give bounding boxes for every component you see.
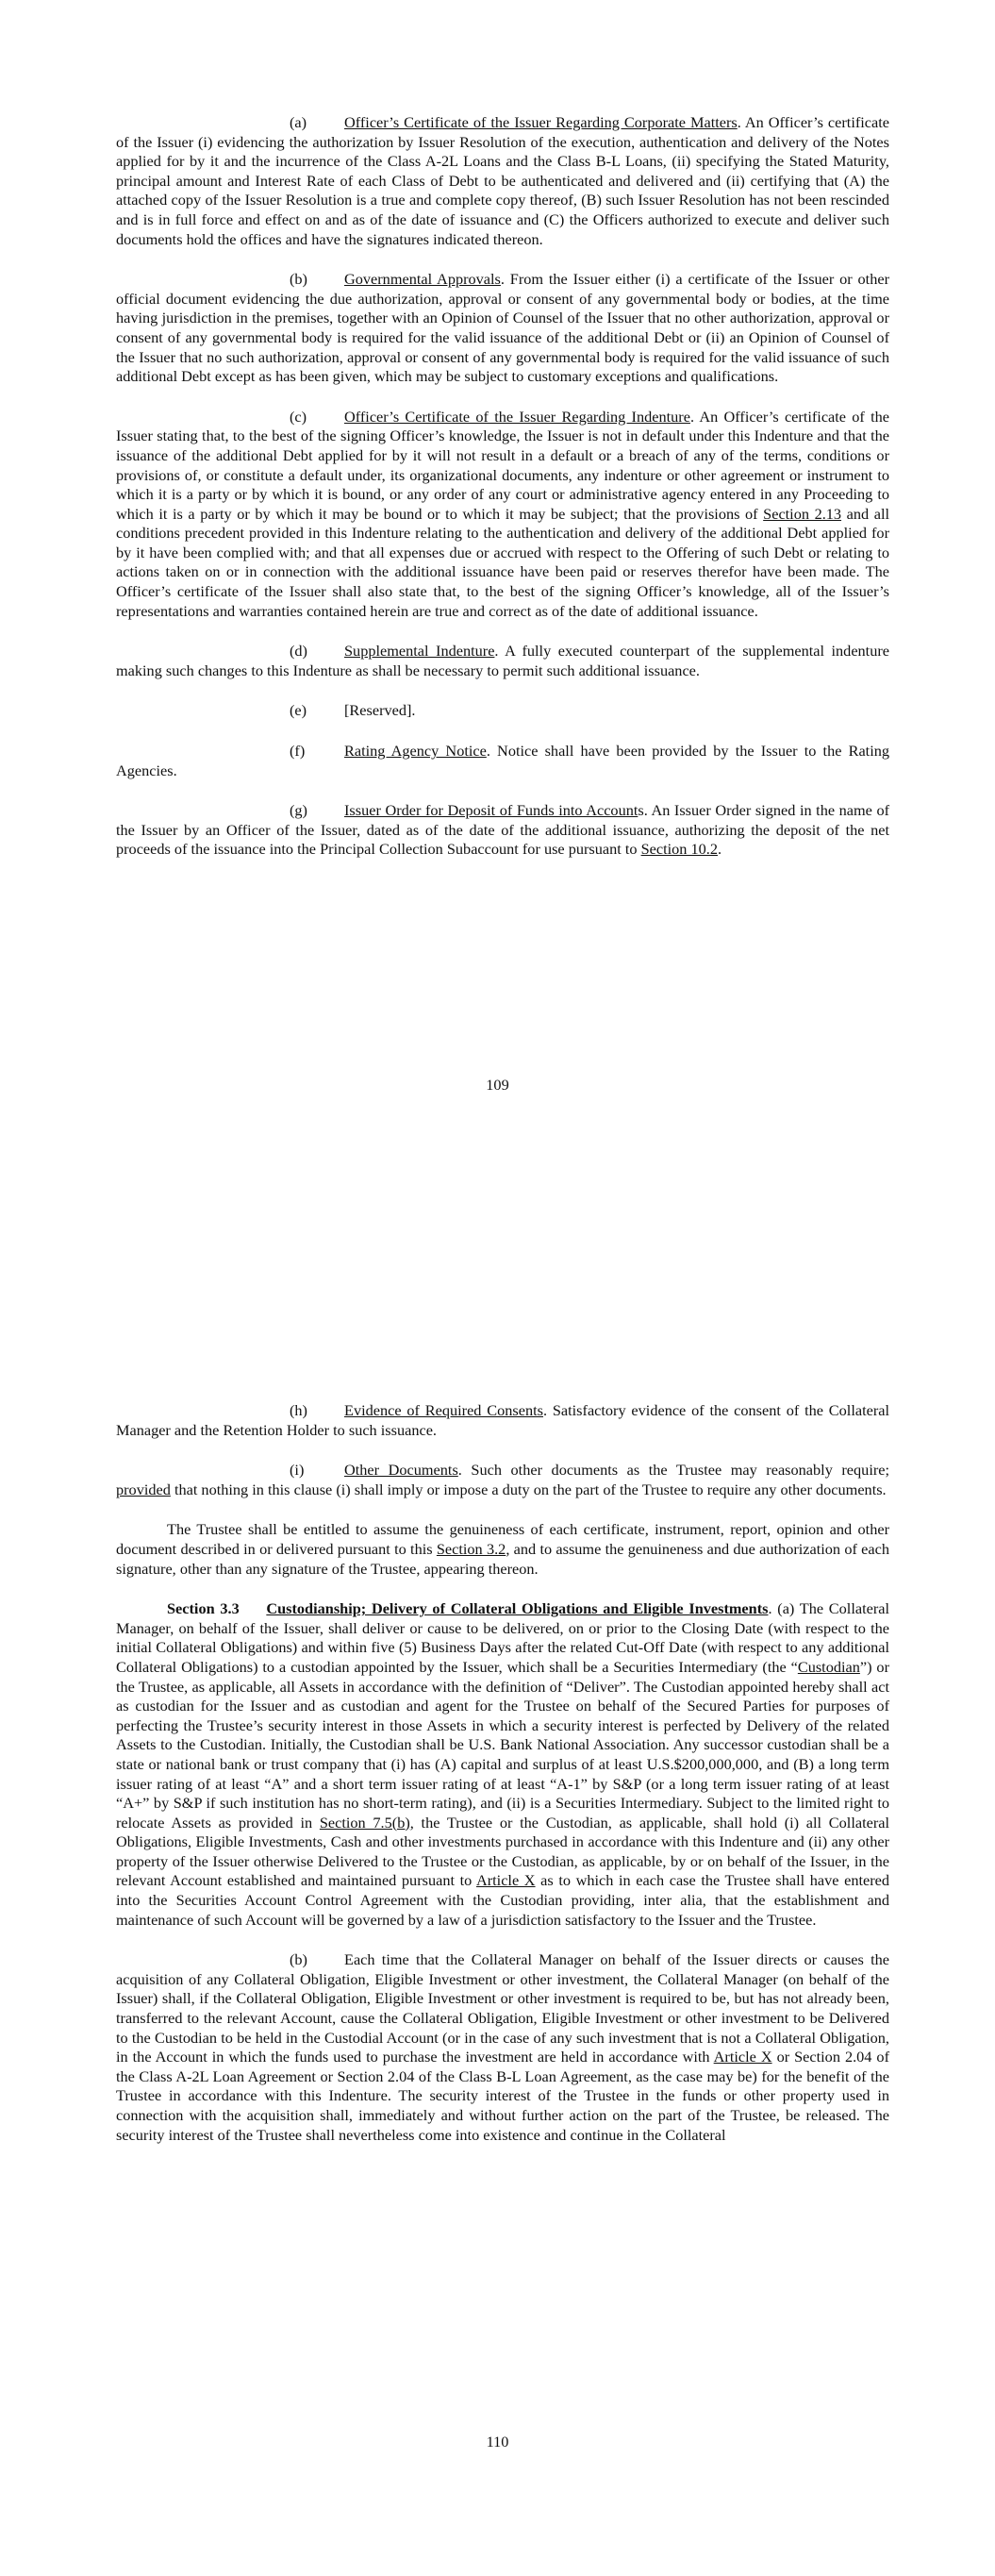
clause-h-text: . Satisfactory evidence of the consent of the Collateral Manager and the Retention Holder to such issuance. [116, 1401, 889, 1439]
page-number: 109 [486, 1076, 509, 1094]
clause-d-heading: Supplemental Indenture [344, 642, 495, 661]
clause-e-number: (e) [290, 701, 307, 720]
section-10-2-link[interactable]: Section 10.2 [640, 840, 718, 859]
clause-e [116, 701, 889, 721]
section-3-3-heading: Custodianship; Delivery of Collateral Obligations and Eligible Investments [266, 1599, 769, 1618]
clause-c-text-2: and all conditions precedent provided in this Indenture relating to the authentication and delivery of the additional Debt applied for by it have been complied with; and that all expenses due or accrued with respect to the Offering of such Debt or relating to actions taken on or in connection with the additional issuance have been paid or reserves therefor have been made. The Officer’s certificate of the Issuer shall also state that, to the best of the signing Officer’s knowledge, all of the Issuer’s representations and warranties contained herein are true and correct as of the date of additional issuance. [116, 504, 889, 620]
clause-i [116, 1461, 889, 1499]
clause-a-text: . An Officer’s certificate of the Issuer (i) evidencing the authorization by Issuer Resolution of the execution, authentication and delivery of the Notes applied for by it and the incurrence of the Class A-2L Loans and the Class B-L Loans, (ii) specifying the Stated Maturity, principal amount and Interest Rate of each Class of Debt to be authenticated and delivered and (ii) certifying that (A) the attached copy of the Issuer Resolution is a true and complete copy thereof, (B) such Issuer Resolution has not been rescinded and is in full force and effect on and as of the date of issuance and (C) the Officers authorized to execute and deliver such documents hold the offices and have the signatures indicated thereon. [116, 113, 889, 248]
clause-c-number: (c) [290, 407, 307, 426]
trustee-paragraph [116, 1520, 889, 1579]
clause-f-number: (f) [290, 742, 306, 761]
clause-d [116, 642, 889, 680]
page-number: 110 [486, 2433, 509, 2451]
page-110 [0, 1288, 995, 2576]
clause-a-heading: Officer’s Certificate of the Issuer Regarding Corporate Matters [344, 113, 738, 131]
clause-f-text: . Notice shall have been provided by the Issuer to the Rating Agencies. [116, 742, 890, 779]
page-110-body [116, 1401, 889, 2166]
section-3-3-clause-b-number: (b) [290, 1950, 307, 1969]
section-2-13-link[interactable]: Section 2.13 [763, 504, 842, 523]
clause-c-text-1: . An Officer’s certificate of the Issuer stating that, to the best of the signing Officer’s knowledge, the Issuer is not in default under this Indenture and that the issuance of the additional Debt applied for by it will not result in a default or a breach of any of the terms, conditions or provisions of, or constitute a default under, its organizational documents, any indenture or other agreement or instrument to which it is a party or by which it is bound, or any order of any court or administrative agency entered in any Proceeding to which it is a party or by which it may be bound or to which it may be subject; that the provisions of [116, 407, 889, 523]
clause-i-heading: Other Documents [344, 1461, 458, 1480]
section-3-3-text-1: . (a) The Collateral Manager, on behalf of the Issuer, shall deliver or cause to be delivered, on or prior to the Closing Date (with respect to the initial Collateral Obligations) and within five (5) Business Days after the related Cut-Off Date (with respect to any additional Collateral Obligations) to a custodian appointed by the Issuer, which shall be a Securities Intermediary (the “ [116, 1599, 889, 1676]
clause-i-text-2: that nothing in this clause (i) shall imply or impose a duty on the part of the Trustee to require any other documents. [170, 1480, 887, 1498]
clause-g-heading: Issuer Order for Deposit of Funds into Account [344, 801, 638, 820]
clause-b-number: (b) [290, 270, 307, 289]
clause-a-number: (a) [290, 113, 307, 131]
section-3-3-text-3: , the Trustee or the Custodian, as applicable, shall hold (i) all Collateral Obligations, Eligible Investments, Cash and other investments purchased in accordance with this Indenture and (ii) any other property of the Issuer otherwise Delivered to the Trustee or the Custodian, as applicable, by or on behalf of the Issuer, in the relevant Account established and maintained pursuant to [116, 1813, 889, 1890]
clause-g [116, 801, 889, 860]
section-3-2-link[interactable]: Section 3.2 [436, 1539, 506, 1558]
article-x-link[interactable]: Article X [713, 2048, 772, 2066]
clause-g-text-1: s. An Issuer Order signed in the name of the Issuer by an Officer of the Issuer, dated as of the date of the additional issuance, authorizing the deposit of the net proceeds of the issuance into the Principal Collection Subaccount for use pursuant to [116, 801, 890, 859]
clause-h [116, 1401, 889, 1440]
clause-h-number: (h) [290, 1401, 307, 1419]
clause-g-text-2: . [718, 840, 722, 859]
clause-i-text-1: . Such other documents as the Trustee may reasonably require; [457, 1461, 890, 1480]
section-3-3-label: Section 3.3 [167, 1599, 240, 1618]
clause-c [116, 408, 889, 622]
clause-f-heading: Rating Agency Notice [344, 742, 487, 761]
clause-b [116, 270, 889, 387]
section-3-3-clause-b-text-1: Each time that the Collateral Manager on behalf of the Issuer directs or causes the acquisition of any Collateral Obligation, Eligible Investment or other investment, the Collateral Manager (on behalf of the Issuer) shall, if the Collateral Obligation, Eligible Investment or other investment is required to be, but has not already been, transferred to the relevant Account, cause the Collateral Obligation, Eligible Investment or other investment to be Delivered to the Custodian to be held in the Custodial Account (or in the case of any such investment that is not a Collateral Obligation, in the Account in which the funds used to purchase the investment are held in accordance with [116, 1950, 889, 2066]
section-7-5b-link[interactable]: Section 7.5(b) [319, 1813, 410, 1832]
section-3-3-text-2: ”) or the Trustee, as applicable, all Assets in accordance with the definition of “Deliver”. The Custodian appointed hereby shall act as custodian for the Issuer and as custodian and agent for the Trustee on behalf of the Secured Parties for purposes of perfecting the Trustee’s security interest in those Assets in which a security interest is perfected by Delivery of the related Assets to the Custodian. Initially, the Custodian shall be U.S. Bank National Association. Any successor custodian shall be a state or national bank or trust company that (i) has (A) capital and surplus of at least U.S.$200,000,000, and (B) a long term issuer rating of at least “A” and a short term issuer rating of at least “A-1” by S&P (or a long term issuer rating of at least “A+” by S&P if such institution has no short-term rating), and (ii) is a Securities Intermediary. Subject to the limited right to relocate Assets as provided in [116, 1657, 889, 1832]
clause-d-number: (d) [290, 642, 307, 661]
clause-e-text: [Reserved]. [344, 701, 416, 720]
clause-g-number: (g) [290, 801, 307, 820]
page-109-body [116, 113, 889, 880]
provided-term: provided [116, 1480, 171, 1498]
trustee-paragraph-text-2: , and to assume the genuineness and due authorization of each signature, other than any signature of the Trustee, appearing thereon. [116, 1539, 889, 1578]
trustee-paragraph-text-1: The Trustee shall be entitled to assume the genuineness of each certificate, instrument, report, opinion and other document described in or delivered pursuant to this [116, 1520, 889, 1558]
clause-a [116, 113, 889, 249]
clause-i-number: (i) [290, 1461, 305, 1480]
section-3-3-clause-b [116, 1950, 889, 2145]
clause-h-heading: Evidence of Required Consents [344, 1401, 543, 1419]
clause-b-heading: Governmental Approvals [344, 270, 501, 289]
section-3-3-text-4: as to which in each case the Trustee shall have entered into the Securities Account Control Agreement with the Custodian providing, inter alia, that the establishment and maintenance of such Account will be governed by a law of a jurisdiction satisfactory to the Issuer and the Trustee. [116, 1871, 890, 1929]
section-3-3-clause-b-text-2: or Section 2.04 of the Class A-2L Loan Agreement or Section 2.04 of the Class B-L Loan Agreement, as the case may be) for the benefit of the Trustee in accordance with this Indenture. The security interest of the Trustee in the funds or other property used in connection with the acquisition shall, immediately and without further action on the part of the Trustee, be released. The security interest of the Trustee shall nevertheless come into existence and continue in the Collateral [116, 2048, 889, 2144]
clause-f [116, 742, 889, 780]
section-3-3 [116, 1599, 889, 1930]
article-x-link[interactable]: Article X [475, 1871, 536, 1890]
clause-d-text: . A fully executed counterpart of the supplemental indenture making such changes to this Indenture as shall be necessary to permit such additional issuance. [116, 642, 889, 679]
clause-b-text: . From the Issuer either (i) a certificate of the Issuer or other official document evidencing the due authorization, approval or consent of any governmental body or bodies, at the time having jurisdiction in the premises, together with an Opinion of Counsel of the Issuer that no other authorization, approval or consent of any governmental body is required for the valid issuance of the additional Debt or (ii) an Opinion of Counsel of the Issuer that no such authorization, approval or consent of any governmental body is required for the valid issuance of such additional Debt except as has been given, which may be subject to customary exceptions and qualifications. [116, 270, 889, 386]
clause-c-heading: Officer’s Certificate of the Issuer Regarding Indenture [344, 407, 690, 426]
custodian-defined-term: Custodian [797, 1657, 860, 1676]
